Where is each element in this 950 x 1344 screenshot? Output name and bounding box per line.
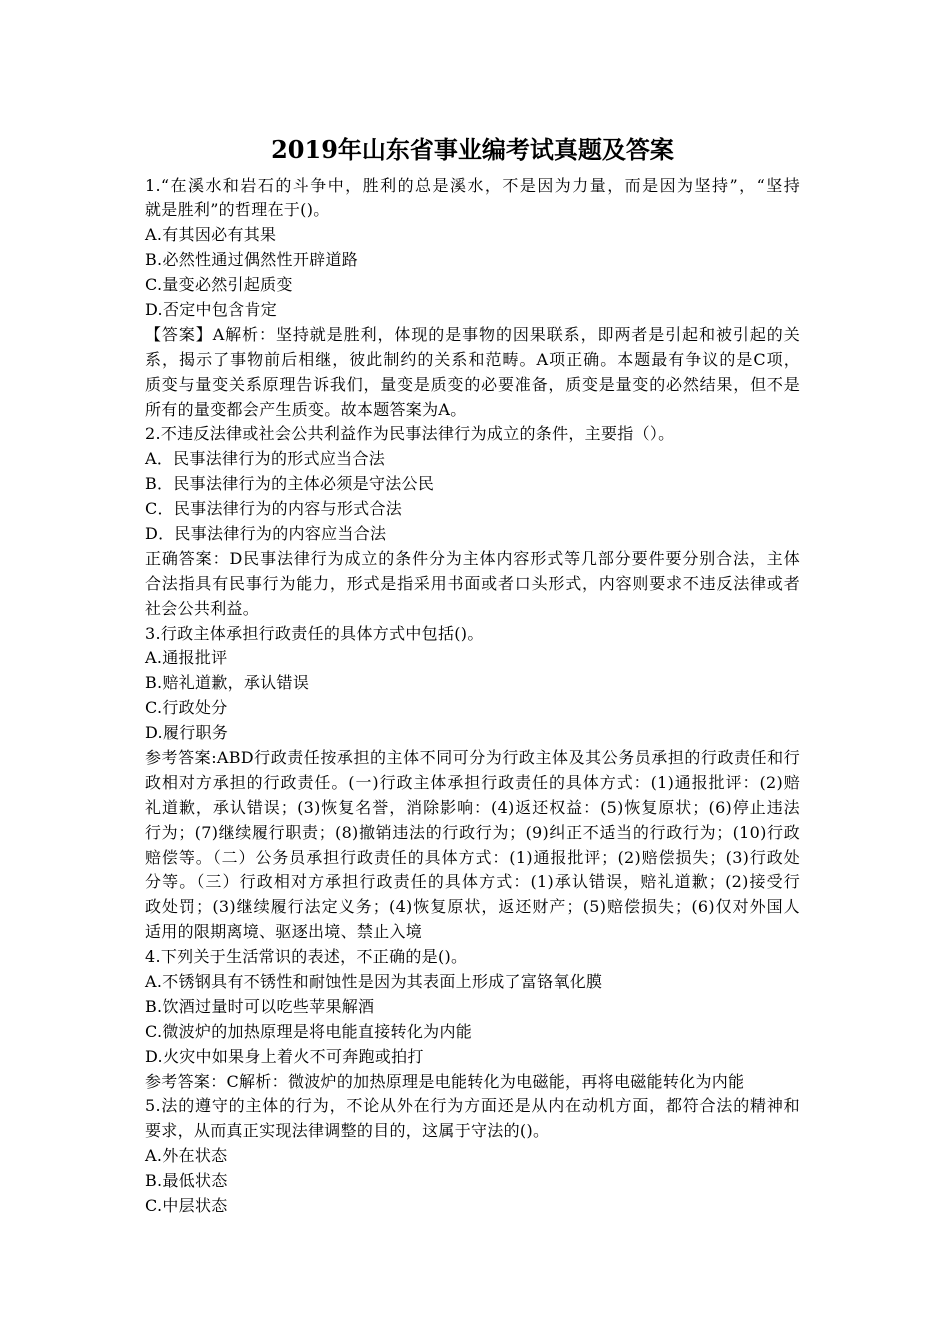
stem-line: 2.不违反法律或社会公共利益作为民事法律行为成立的条件，主要指（）。 [145,424,675,444]
question-3-stem [145,622,800,647]
question-5-option-a: A.外在状态 [145,1146,228,1166]
question-5-option-b: B.最低状态 [145,1171,228,1191]
question-2-option-d: D．民事法律行为的内容应当合法 [145,523,387,543]
question-2-option-b: B．民事法律行为的主体必须是守法公民 [145,474,435,494]
question-5 [145,1094,800,1218]
question-1-answer [145,323,800,423]
question-2-answer [145,547,800,622]
answer-line: 【答案】A解析：坚持就是胜利，体现的是事物的因果联系，即两者是引起和被引起的关 [145,324,800,344]
answer-line: 参考答案:ABD行政责任按承担的主体不同可分为行政主体及其公务员承担的行政责任和行 [145,747,800,767]
answer-line: 政相对方承担的行政责任。(一)行政主体承担行政责任的具体方式：(1)通报批评：(2)赔 [145,772,800,792]
question-1 [145,174,800,423]
answer-line: 社会公共利益。 [145,598,260,618]
question-2-stem [145,422,800,447]
stem-line: 4.下列关于生活常识的表述，不正确的是()。 [145,947,468,967]
question-3-option-b: B.赔礼道歉，承认错误 [145,673,310,693]
answer-line: 赔偿等。（二）公务员承担行政责任的具体方式：(1)通报批评；(2)赔偿损失；(3)行政处 [145,847,800,867]
question-2-option-c: C．民事法律行为的内容与形式合法 [145,499,403,519]
answer-line: 质变与量变关系原理告诉我们，量变是质变的必要准备，质变是量变的必然结果，但不是 [145,374,800,394]
question-4-stem [145,945,800,970]
stem-line: 1.“在溪水和岩石的斗争中，胜利的总是溪水，不是因为力量，而是因为坚持”，“坚持 [145,175,800,195]
question-5-stem [145,1094,800,1144]
question-1-stem [145,174,800,224]
question-3-option-c: C.行政处分 [145,698,228,718]
question-3 [145,622,800,946]
answer-line: 系，揭示了事物前后相继，彼此制约的关系和范畴。A项正确。本题最有争议的是C项， [145,349,800,369]
question-3-answer [145,746,800,945]
stem-line: 就是胜利”的哲理在于()。 [145,200,330,220]
question-4-option-b: B.饮酒过量时可以吃些苹果解酒 [145,996,375,1016]
answer-line: 所有的量变都会产生质变。故本题答案为A。 [145,399,467,419]
answer-line: 参考答案：C解析：微波炉的加热原理是电能转化为电磁能，再将电磁能转化为内能 [145,1071,745,1091]
question-2 [145,422,800,621]
question-4-option-c: C.微波炉的加热原理是将电能直接转化为内能 [145,1021,473,1041]
question-4-answer [145,1070,800,1095]
question-1-option-c: C.量变必然引起质变 [145,275,293,295]
question-5-option-c: C.中层状态 [145,1196,228,1216]
question-1-option-d: D.否定中包含肯定 [145,299,278,319]
answer-line: 正确答案：D民事法律行为成立的条件分为主体内容形式等几部分要件要分别合法，主体 [145,548,800,568]
answer-line: 政处罚；(3)继续履行法定义务；(4)恢复原状，返还财产；(5)赔偿损失；(6)仅对外国人 [145,897,800,917]
answer-line: 礼道歉，承认错误；(3)恢复名誉，消除影响：(4)返还权益：(5)恢复原状；(6)停止违法 [145,797,800,817]
document-body [145,174,800,1219]
question-2-option-a: A．民事法律行为的形式应当合法 [145,449,386,469]
answer-line: 适用的限期离境、驱逐出境、禁止入境 [145,922,423,942]
answer-line: 分等。（三）行政相对方承担行政责任的具体方式：(1)承认错误，赔礼道歉；(2)接受行 [145,872,800,892]
question-3-option-a: A.通报批评 [145,648,228,668]
answer-line: 行为；(7)继续履行职责；(8)撤销违法的行政行为；(9)纠正不适当的行政行为；(10)行政 [145,822,800,842]
stem-line: 要求，从而真正实现法律调整的目的，这属于守法的()。 [145,1121,550,1141]
document-title: 2019年山东省事业编考试真题及答案 [271,135,674,164]
question-4-option-d: D.火灾中如果身上着火不可奔跑或拍打 [145,1046,424,1066]
question-1-option-a: A.有其因必有其果 [145,225,277,245]
question-3-option-d: D.履行职务 [145,723,229,743]
answer-line: 合法指具有民事行为能力，形式是指采用书面或者口头形式，内容则要求不违反法律或者 [145,573,800,593]
stem-line: 5.法的遵守的主体的行为，不论从外在行为方面还是从内在动机方面，都符合法的精神和 [145,1096,800,1116]
question-4-option-a: A.不锈钢具有不锈性和耐蚀性是因为其表面上形成了富铬氧化膜 [145,972,603,991]
stem-line: 3.行政主体承担行政责任的具体方式中包括()。 [145,623,484,643]
question-4 [145,945,800,1094]
question-1-option-b: B.必然性通过偶然性开辟道路 [145,250,359,270]
